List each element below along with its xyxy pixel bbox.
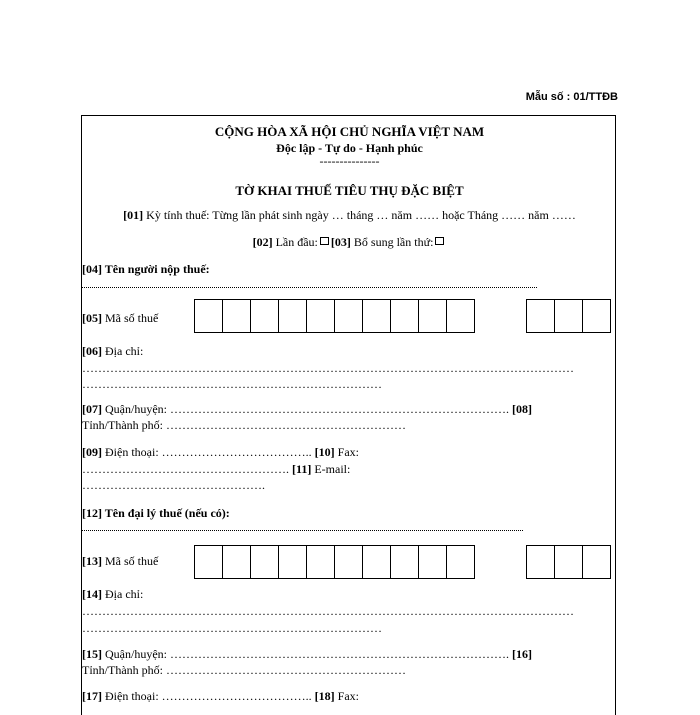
taxpayer-name-label: [04] Tên người nộp thuế: bbox=[82, 262, 210, 276]
tax-code-digit-box[interactable] bbox=[278, 545, 307, 579]
taxpayer-tax-code-label bbox=[82, 311, 158, 326]
taxpayer-tax-code-boxes[interactable] bbox=[194, 299, 474, 333]
agent-province-line[interactable]: Tỉnh/Thành phố: …………………………………………………… bbox=[82, 663, 406, 677]
taxpayer-province-line[interactable]: Tỉnh/Thành phố: …………………………………………………… bbox=[82, 418, 406, 432]
taxpayer-branch-code-boxes[interactable] bbox=[526, 299, 610, 333]
tax-code-digit-box[interactable] bbox=[390, 545, 419, 579]
tax-code-digit-box[interactable] bbox=[250, 299, 279, 333]
tax-code-digit-box[interactable] bbox=[362, 545, 391, 579]
taxpayer-address-field-1[interactable]: …………………………………………………………………………………………………………… bbox=[82, 361, 574, 375]
taxpayer-fax-text: Fax: bbox=[334, 445, 359, 459]
tax-code-digit-box[interactable] bbox=[418, 299, 447, 333]
branch-code-digit-box[interactable] bbox=[582, 299, 611, 333]
taxpayer-email-field[interactable]: ………………………………………. bbox=[82, 478, 265, 492]
form-title: TỜ KHAI THUẾ TIÊU THỤ ĐẶC BIỆT bbox=[235, 183, 464, 198]
tax-code-digit-box[interactable] bbox=[390, 299, 419, 333]
tax-code-digit-box[interactable] bbox=[278, 299, 307, 333]
taxpayer-district-code: [07] bbox=[82, 402, 102, 416]
tax-period-text: Kỳ tính thuế: Từng lần phát sinh ngày … tháng … năm …… hoặc Tháng …… năm …… bbox=[143, 208, 576, 222]
taxpayer-phone-line[interactable] bbox=[82, 445, 359, 460]
taxpayer-address-field-2[interactable]: ………………………………………………………………… bbox=[82, 377, 382, 391]
taxpayer-district-text: Quận/huyện: …………………………………………………………………………. bbox=[102, 402, 509, 416]
agent-address-field-1[interactable]: …………………………………………………………………………………………………………… bbox=[82, 604, 574, 618]
taxpayer-address-text: Địa chỉ: bbox=[102, 344, 144, 358]
agent-tax-code-code: [13] bbox=[82, 554, 102, 568]
tax-code-digit-box[interactable] bbox=[446, 299, 475, 333]
tax-code-digit-box[interactable] bbox=[250, 545, 279, 579]
taxpayer-email-text: E-mail: bbox=[311, 462, 351, 476]
taxpayer-district-line[interactable] bbox=[82, 402, 532, 417]
taxpayer-fax-email-line[interactable] bbox=[82, 462, 350, 477]
tax-period-code: [01] bbox=[123, 208, 144, 222]
tax-period-line[interactable] bbox=[82, 208, 617, 223]
first-filing-checkbox[interactable] bbox=[320, 237, 329, 245]
separator: --------------- bbox=[319, 154, 380, 168]
agent-address-text: Địa chỉ: bbox=[102, 587, 144, 601]
tax-code-digit-box[interactable] bbox=[418, 545, 447, 579]
supplement-code: [03] bbox=[330, 235, 351, 249]
taxpayer-address-label bbox=[82, 344, 143, 359]
agent-phone-text: Điện thoại: ……………………………….. bbox=[102, 689, 312, 703]
filing-type-line bbox=[82, 235, 617, 250]
tax-code-digit-box[interactable] bbox=[222, 299, 251, 333]
declaration-form bbox=[81, 115, 616, 715]
taxpayer-phone-code: [09] bbox=[82, 445, 102, 459]
tax-code-digit-box[interactable] bbox=[194, 545, 223, 579]
taxpayer-province-code: [08] bbox=[512, 402, 532, 416]
branch-code-digit-box[interactable] bbox=[526, 299, 555, 333]
tax-code-digit-box[interactable] bbox=[334, 299, 363, 333]
taxpayer-address-code: [06] bbox=[82, 344, 102, 358]
taxpayer-email-code: [11] bbox=[292, 462, 312, 476]
agent-branch-code-boxes[interactable] bbox=[526, 545, 610, 579]
taxpayer-tax-code-code: [05] bbox=[82, 311, 102, 325]
country-name: CỘNG HÒA XÃ HỘI CHỦ NGHĨA VIỆT NAM bbox=[214, 124, 485, 139]
supplement-label: Bổ sung lần thứ: bbox=[350, 235, 434, 249]
agent-tax-code-boxes[interactable] bbox=[194, 545, 474, 579]
taxpayer-tax-code-text: Mã số thuế bbox=[102, 311, 159, 325]
agent-phone-code: [17] bbox=[82, 689, 102, 703]
motto: Độc lập - Tự do - Hạnh phúc bbox=[276, 141, 423, 155]
first-filing-code: [02] bbox=[252, 235, 273, 249]
agent-district-text: Quận/huyện: …………………………………………………………………………. bbox=[102, 647, 509, 661]
agent-name-field[interactable] bbox=[82, 530, 523, 531]
branch-code-digit-box[interactable] bbox=[554, 299, 583, 333]
branch-code-digit-box[interactable] bbox=[526, 545, 555, 579]
branch-code-digit-box[interactable] bbox=[554, 545, 583, 579]
taxpayer-fax-code: [10] bbox=[314, 445, 335, 459]
tax-code-digit-box[interactable] bbox=[334, 545, 363, 579]
agent-district-code: [15] bbox=[82, 647, 102, 661]
agent-tax-code-text: Mã số thuế bbox=[102, 554, 159, 568]
agent-address-field-2[interactable]: ………………………………………………………………… bbox=[82, 621, 382, 635]
tax-code-digit-box[interactable] bbox=[362, 299, 391, 333]
agent-name-label: [12] Tên đại lý thuế (nếu có): bbox=[82, 506, 230, 520]
agent-fax-code: [18] bbox=[314, 689, 335, 703]
form-code: Mẫu số : 01/TTĐB bbox=[525, 91, 618, 103]
taxpayer-phone-text: Điện thoại: ……………………………….. bbox=[102, 445, 312, 459]
branch-code-digit-box[interactable] bbox=[582, 545, 611, 579]
agent-tax-code-label bbox=[82, 554, 158, 569]
taxpayer-name-field[interactable] bbox=[82, 287, 537, 288]
tax-code-digit-box[interactable] bbox=[222, 545, 251, 579]
tax-code-digit-box[interactable] bbox=[446, 545, 475, 579]
agent-address-code: [14] bbox=[82, 587, 102, 601]
agent-phone-line[interactable] bbox=[82, 689, 359, 704]
agent-province-code: [16] bbox=[512, 647, 532, 661]
first-filing-label: Lần đầu: bbox=[272, 235, 318, 249]
agent-address-label bbox=[82, 587, 143, 602]
tax-code-digit-box[interactable] bbox=[194, 299, 223, 333]
tax-code-digit-box[interactable] bbox=[306, 299, 335, 333]
taxpayer-fax-field[interactable]: ……………………………………………. bbox=[82, 462, 289, 476]
supplement-checkbox[interactable] bbox=[435, 237, 444, 245]
tax-code-digit-box[interactable] bbox=[306, 545, 335, 579]
agent-district-line[interactable] bbox=[82, 647, 532, 662]
agent-fax-text: Fax: bbox=[334, 689, 359, 703]
